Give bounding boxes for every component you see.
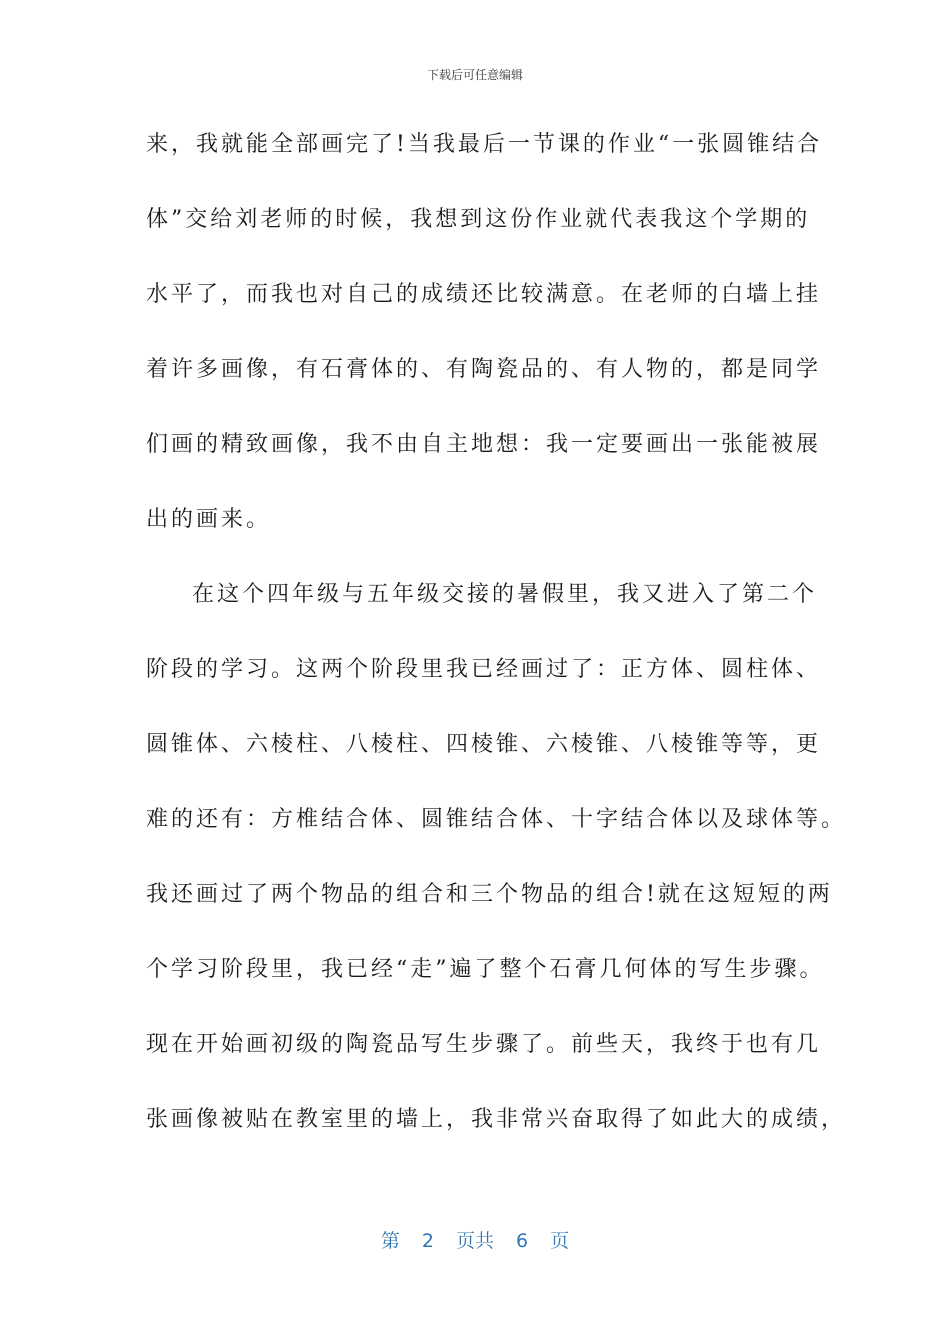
page-mid-text: 页共 <box>455 1230 494 1252</box>
total-pages-number: 6 <box>516 1230 529 1252</box>
header-note: 下载后可任意编辑 <box>426 68 523 82</box>
text-line: 来，我就能全部画完了!当我最后一节课的作业“一张圆锥结合 <box>146 132 823 157</box>
text-line: 们画的精致画像，我不由自主地想：我一定要画出一张能被展 <box>146 432 822 457</box>
page-suffix: 页 <box>550 1230 570 1252</box>
page-footer <box>0 1226 950 1253</box>
text-line: 体”交给刘老师的时候，我想到这份作业就代表我这个学期的 <box>146 207 811 232</box>
text-line: 难的还有：方椎结合体、圆锥结合体、十字结合体以及球体等。 <box>146 807 847 832</box>
current-page-number: 2 <box>421 1230 434 1252</box>
text-line: 出的画来。 <box>146 507 272 532</box>
text-line: 张画像被贴在教室里的墙上，我非常兴奋取得了如此大的成绩， <box>146 1107 847 1132</box>
page-prefix: 第 <box>380 1230 400 1252</box>
text-line: 圆锥体、六棱柱、八棱柱、四棱锥、六棱锥、八棱锥等等，更 <box>146 732 822 757</box>
text-line: 我还画过了两个物品的组合和三个物品的组合!就在这短短的两 <box>146 882 833 907</box>
text-line: 个学习阶段里，我已经“走”遍了整个石膏几何体的写生步骤。 <box>146 957 825 982</box>
paragraph-start-line: 在这个四年级与五年级交接的暑假里，我又进入了第二个 <box>192 582 818 607</box>
text-line: 着许多画像，有石膏体的、有陶瓷品的、有人物的，都是同学 <box>146 357 822 382</box>
text-line: 阶段的学习。这两个阶段里我已经画过了：正方体、圆柱体、 <box>146 657 822 682</box>
document-body <box>146 120 847 1170</box>
text-line: 水平了，而我也对自己的成绩还比较满意。在老师的白墙上挂 <box>146 282 822 307</box>
text-line: 现在开始画初级的陶瓷品写生步骤了。前些天，我终于也有几 <box>146 1032 822 1057</box>
